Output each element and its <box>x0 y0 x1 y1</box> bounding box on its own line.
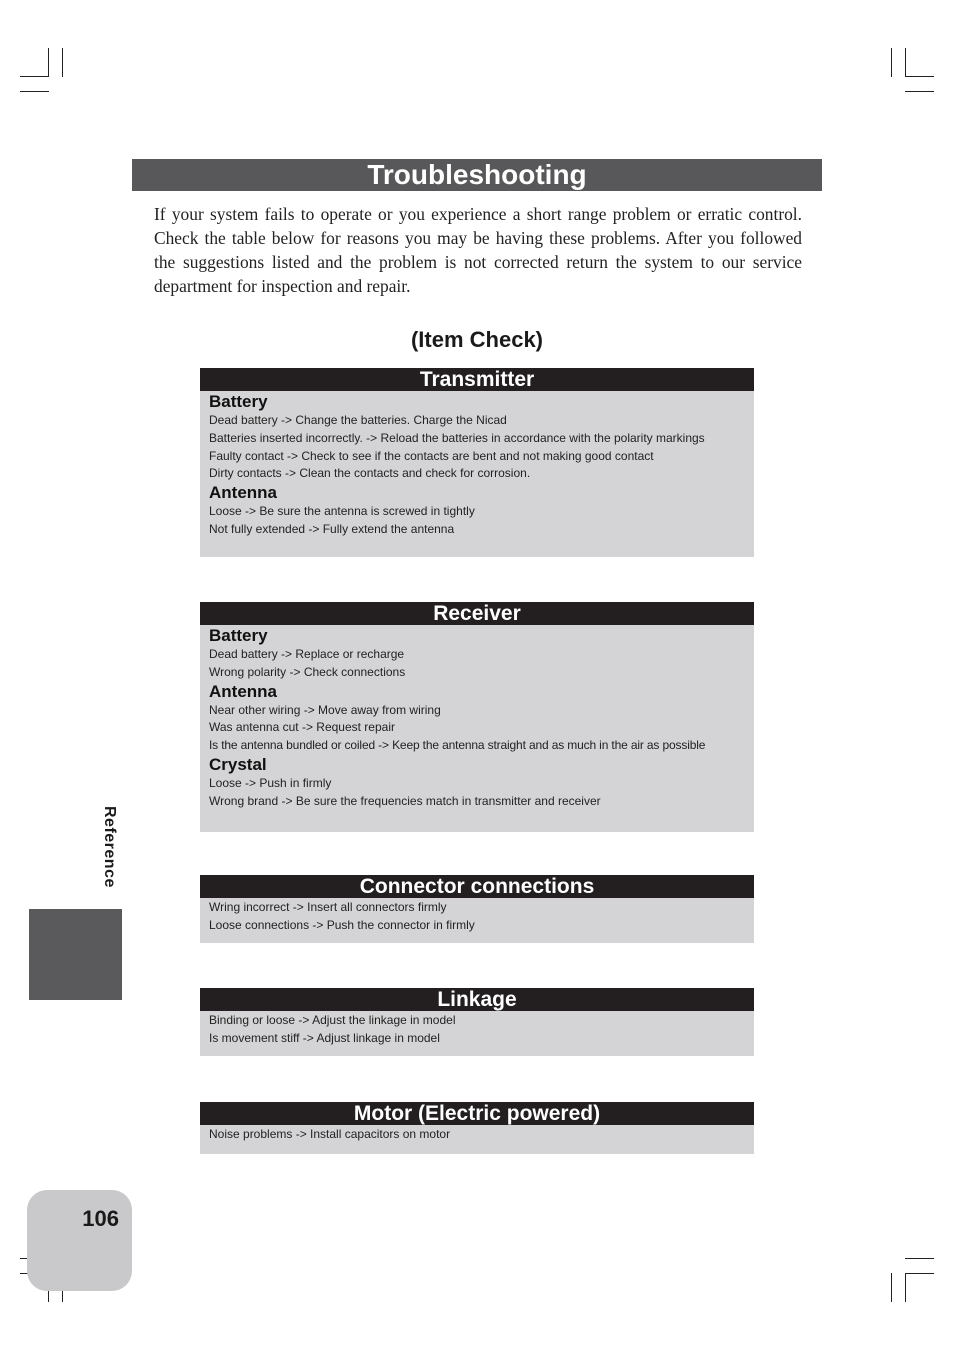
list-item: Not fully extended -> Fully extend the antenna <box>209 521 455 536</box>
section-title: Receiver <box>200 602 754 625</box>
list-item: Near other wiring -> Move away from wiring <box>209 702 441 717</box>
list-item: Wring incorrect -> Insert all connectors firmly <box>209 900 447 914</box>
section-body <box>200 898 754 943</box>
group-heading: Antenna <box>209 483 277 503</box>
list-item: Batteries inserted incorrectly. -> Reload the batteries in accordance with the polarity markings <box>209 430 705 445</box>
section-linkage <box>200 988 754 1056</box>
list-item: Loose -> Be sure the antenna is screwed in tightly <box>209 504 475 519</box>
list-item: Dirty contacts -> Clean the contacts and check for corrosion. <box>209 466 531 481</box>
section-connector-connections <box>200 875 754 943</box>
section-body <box>200 625 754 832</box>
group-heading: Battery <box>209 392 268 411</box>
list-item: Dead battery -> Change the batteries. Charge the Nicad <box>209 413 507 427</box>
page-number-tab <box>27 1190 132 1291</box>
section-title: Connector connections <box>200 875 754 898</box>
page-number: 106 <box>82 1206 119 1231</box>
group-heading: Crystal <box>209 754 267 774</box>
page-title: Troubleshooting <box>132 159 822 191</box>
side-label-reference: Reference <box>101 806 118 888</box>
section-title: Linkage <box>200 988 754 1011</box>
list-item: Is the antenna bundled or coiled -> Keep the antenna straight and as much in the air as possible <box>209 738 706 753</box>
section-body <box>200 391 754 557</box>
list-item: Faulty contact -> Check to see if the contacts are bent and not making good contact <box>209 448 654 463</box>
list-item: Loose -> Push in firmly <box>209 775 332 790</box>
section-motor <box>200 1102 754 1154</box>
section-title: Motor (Electric powered) <box>200 1102 754 1125</box>
list-item: Wrong polarity -> Check connections <box>209 664 406 679</box>
item-check-heading: (Item Check) <box>410 327 544 352</box>
list-item: Binding or loose -> Adjust the linkage in model <box>209 1013 456 1027</box>
list-item: Is movement stiff -> Adjust linkage in model <box>209 1030 440 1045</box>
list-item: Noise problems -> Install capacitors on motor <box>209 1127 451 1141</box>
section-title: Transmitter <box>200 368 754 391</box>
section-transmitter <box>200 368 754 557</box>
section-receiver <box>200 602 754 832</box>
group-heading: Antenna <box>209 681 277 701</box>
list-item: Wrong brand -> Be sure the frequencies match in transmitter and receiver <box>209 793 601 808</box>
section-tab-marker <box>29 909 122 1000</box>
section-body <box>200 1125 754 1154</box>
intro-paragraph: If your system fails to operate or you experience a short range problem or erratic control. Check the table below for reasons you may be having these problems. After you followed the suggestions listed and the problem is not corrected return the system to our service department for inspection and repair. <box>154 204 802 296</box>
list-item: Dead battery -> Replace or recharge <box>209 647 405 661</box>
section-body <box>200 1011 754 1056</box>
list-item: Loose connections -> Push the connector in firmly <box>209 917 475 932</box>
group-heading: Battery <box>209 626 268 645</box>
list-item: Was antenna cut -> Request repair <box>209 720 395 735</box>
